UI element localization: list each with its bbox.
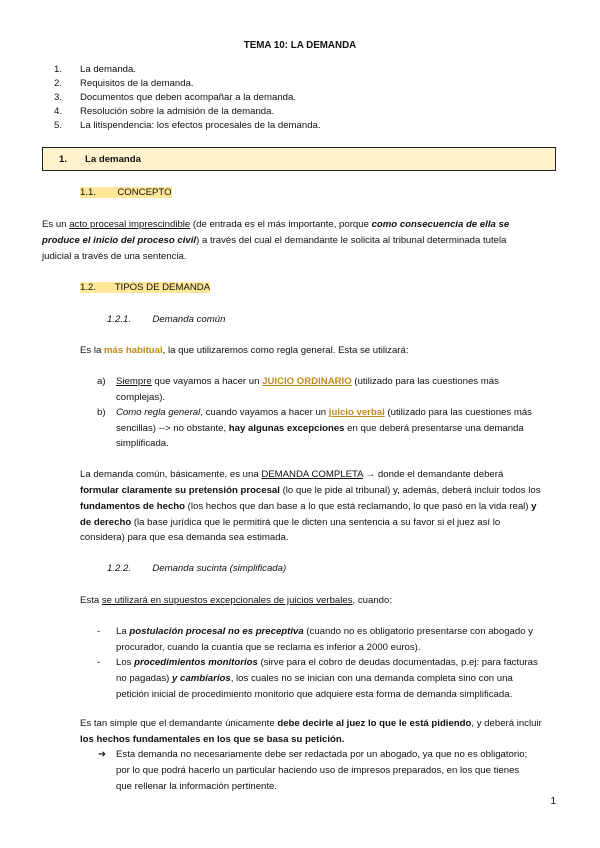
page-number: 1 xyxy=(550,796,556,807)
list-item: La postulación procesal no es preceptiva (cuando no es obligatorio presentarse con abogado y xyxy=(116,626,534,637)
list-item: no pagadas) y cambiarios, los cuales no se inician con una demanda completa sino con una xyxy=(116,673,513,684)
section-number: 1. xyxy=(59,154,68,165)
paragraph-line: Es tan simple que el demandante únicamente debe decirle al juez lo que le está pidiendo, y deberá incluir xyxy=(80,718,542,729)
list-marker: - xyxy=(97,626,101,637)
paragraph-line: judicial a través de una sentencia. xyxy=(42,251,187,262)
list-item: sencillas) --> no obstante, hay algunas excepciones en que deberá presentarse una demanda xyxy=(116,423,524,434)
list-item: procurador, cuando la cuantía que se reclama es inferior a 2000 euros). xyxy=(116,642,421,653)
paragraph-line: fundamentos de hecho (los hechos que dan base a lo que está reclamando, lo que pasó en la vida real) y xyxy=(80,501,537,512)
paragraph-line: que rellenar la información pertinente. xyxy=(116,781,278,792)
paragraph-line: considera) para que esa demanda sea estimada. xyxy=(80,532,289,543)
list-item: simplificada. xyxy=(116,438,169,449)
toc-item: 1. La demanda. xyxy=(54,64,137,75)
subsubsection-heading: 1.2.1. Demanda común xyxy=(107,314,226,325)
subsection-heading: 1.2. TIPOS DE DEMANDA xyxy=(80,282,211,293)
section-heading-box xyxy=(42,147,556,171)
list-marker: a) xyxy=(97,376,106,387)
paragraph-line: produce el inicio del proceso civil) a través del cual el demandante le solicita al tribunal determinada tutela xyxy=(42,235,507,246)
toc-item: 4. Resolución sobre la admisión de la demanda. xyxy=(54,106,275,117)
subsection-heading: 1.1. CONCEPTO xyxy=(80,187,172,198)
paragraph-line: Esta demanda no necesariamente debe ser redactada por un abogado, ya que no es obligatorio; xyxy=(116,749,528,760)
list-item: complejas). xyxy=(116,392,166,403)
arrow-icon: ➔ xyxy=(98,749,107,760)
section-label: La demanda xyxy=(85,154,141,165)
paragraph-line: formular claramente su pretensión procesal (lo que le pide al tribunal) y, además, deberá incluir todos los xyxy=(80,485,541,496)
list-item: Como regla general, cuando vayamos a hacer un juicio verbal (utilizado para las cuestiones más xyxy=(116,407,532,418)
list-marker: b) xyxy=(97,407,106,418)
list-item: Siempre que vayamos a hacer un JUICIO ORDINARIO (utilizado para las cuestiones más xyxy=(116,376,499,387)
paragraph-line: Es la más habitual, la que utilizaremos como regla general. Esta se utilizará: xyxy=(80,345,409,356)
page-title: TEMA 10: LA DEMANDA xyxy=(243,40,357,51)
list-item: Los procedimientos monitorios (sirve para el cobro de deudas documentadas, p.ej: para facturas xyxy=(116,657,538,668)
paragraph-line: por lo que podrá hacerlo un particular haciendo uso de impresos preparados, en los que tienes xyxy=(116,765,520,776)
subsubsection-heading: 1.2.2. Demanda sucinta (simplificada) xyxy=(107,563,287,574)
toc-item: 5. La litispendencia: los efectos procesales de la demanda. xyxy=(54,120,321,131)
paragraph-line: Es un acto procesal imprescindible (de entrada es el más importante, porque como consecuencia de ella se xyxy=(42,219,510,230)
list-item: petición inicial de procedimiento monitorio que adquiere esta forma de demanda simplificada. xyxy=(116,689,513,700)
paragraph-line: Esta se utilizará en supuestos excepcionales de juicios verbales, cuando: xyxy=(80,595,393,606)
list-marker: - xyxy=(97,657,101,668)
paragraph-line: de derecho (la base jurídica que le permitirá que le dicten una sentencia a su favor si el juez así lo xyxy=(80,517,501,528)
toc-item: 2. Requisitos de la demanda. xyxy=(54,78,194,89)
paragraph-line: los hechos fundamentales en los que se basa su petición. xyxy=(80,734,345,745)
paragraph-line: La demanda común, básicamente, es una DEMANDA COMPLETA → donde el demandante deberá xyxy=(80,469,504,480)
toc-item: 3. Documentos que deben acompañar a la demanda. xyxy=(54,92,297,103)
